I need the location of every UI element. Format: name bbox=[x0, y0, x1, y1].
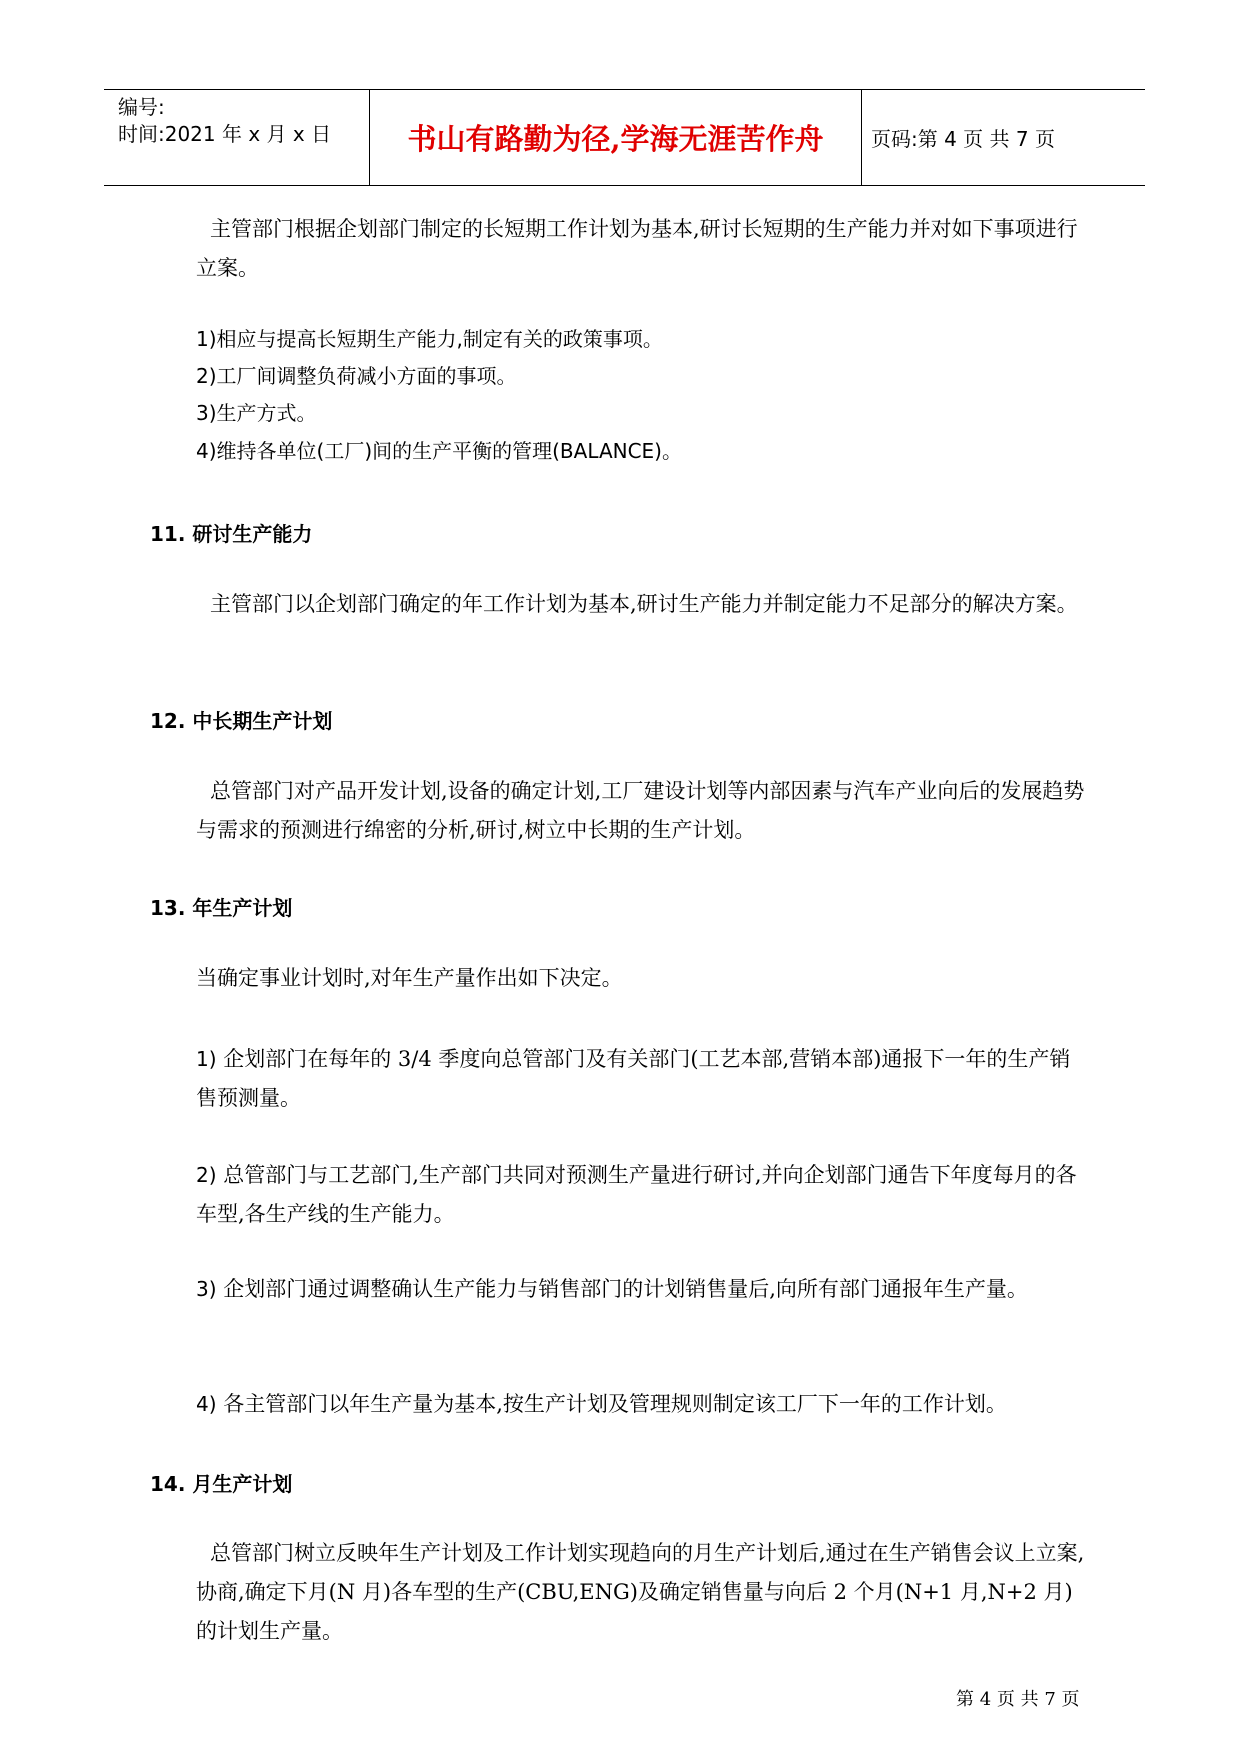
header-motto: 书山有路勤为径,学海无涯苦作舟 bbox=[407, 122, 824, 156]
page-footer: 第 4 页 共 7 页 bbox=[956, 1689, 1080, 1710]
header-left bbox=[118, 90, 366, 185]
item-text: 企划部门在每年的 3/4 季度向总管部门及有关部门(工艺本部,营销本部)通报下一年的生产销售预测量。 bbox=[196, 1047, 1071, 1110]
item-number: 4) bbox=[196, 1392, 217, 1416]
number-label: 编号: bbox=[118, 95, 165, 119]
time-label: 时间:2021 年 x 月 x 日 bbox=[118, 122, 332, 146]
page-number-label: 页码:第 4 页 共 7 页 bbox=[871, 127, 1055, 151]
section-heading: 14. 月生产计划 bbox=[150, 1472, 293, 1496]
item-text: 企划部门通过调整确认生产能力与销售部门的计划销售量后,向所有部门通报年生产量。 bbox=[223, 1277, 1028, 1301]
numbered-item bbox=[196, 1156, 1090, 1234]
header-divider bbox=[861, 90, 862, 185]
numbered-item bbox=[196, 1385, 1090, 1424]
intro-item: 2)工厂间调整负荷减小方面的事项。 bbox=[196, 364, 517, 388]
item-text: 各主管部门以年生产量为基本,按生产计划及管理规则制定该工厂下一年的工作计划。 bbox=[223, 1392, 1007, 1416]
item-number: 2) bbox=[196, 1163, 217, 1187]
intro-item: 4)维持各单位(工厂)间的生产平衡的管理(BALANCE)。 bbox=[196, 439, 682, 463]
item-text: 总管部门与工艺部门,生产部门共同对预测生产量进行研讨,并向企划部门通告下年度每月的各车型,各生产线的生产能力。 bbox=[196, 1163, 1077, 1226]
numbered-item bbox=[196, 1040, 1090, 1118]
section-paragraph: 总管部门树立反映年生产计划及工作计划实现趋向的月生产计划后,通过在生产销售会议上立案,协商,确定下月(N 月)各车型的生产(CBU,ENG)及确定销售量与向后 2 个月(N+1 月,N+2 月)的计划生产量。 bbox=[196, 1541, 1085, 1643]
section-heading: 12. 中长期生产计划 bbox=[150, 709, 333, 733]
intro-paragraph: 主管部门根据企划部门制定的长短期工作计划为基本,研讨长短期的生产能力并对如下事项进行立案。 bbox=[196, 217, 1078, 280]
section-paragraph: 当确定事业计划时,对年生产量作出如下决定。 bbox=[196, 966, 623, 990]
section-heading: 13. 年生产计划 bbox=[150, 896, 293, 920]
intro-item: 1)相应与提高长短期生产能力,制定有关的政策事项。 bbox=[196, 327, 663, 351]
section-paragraph: 总管部门对产品开发计划,设备的确定计划,工厂建设计划等内部因素与汽车产业向后的发展趋势与需求的预测进行绵密的分析,研讨,树立中长期的生产计划。 bbox=[196, 779, 1085, 842]
intro-item: 3)生产方式。 bbox=[196, 401, 317, 425]
item-number: 3) bbox=[196, 1277, 217, 1301]
section-paragraph: 主管部门以企划部门确定的年工作计划为基本,研讨生产能力并制定能力不足部分的解决方案。 bbox=[210, 592, 1078, 616]
page-header bbox=[104, 89, 1145, 186]
section-heading: 11. 研讨生产能力 bbox=[150, 522, 313, 546]
numbered-item bbox=[196, 1270, 1090, 1309]
item-number: 1) bbox=[196, 1047, 217, 1071]
